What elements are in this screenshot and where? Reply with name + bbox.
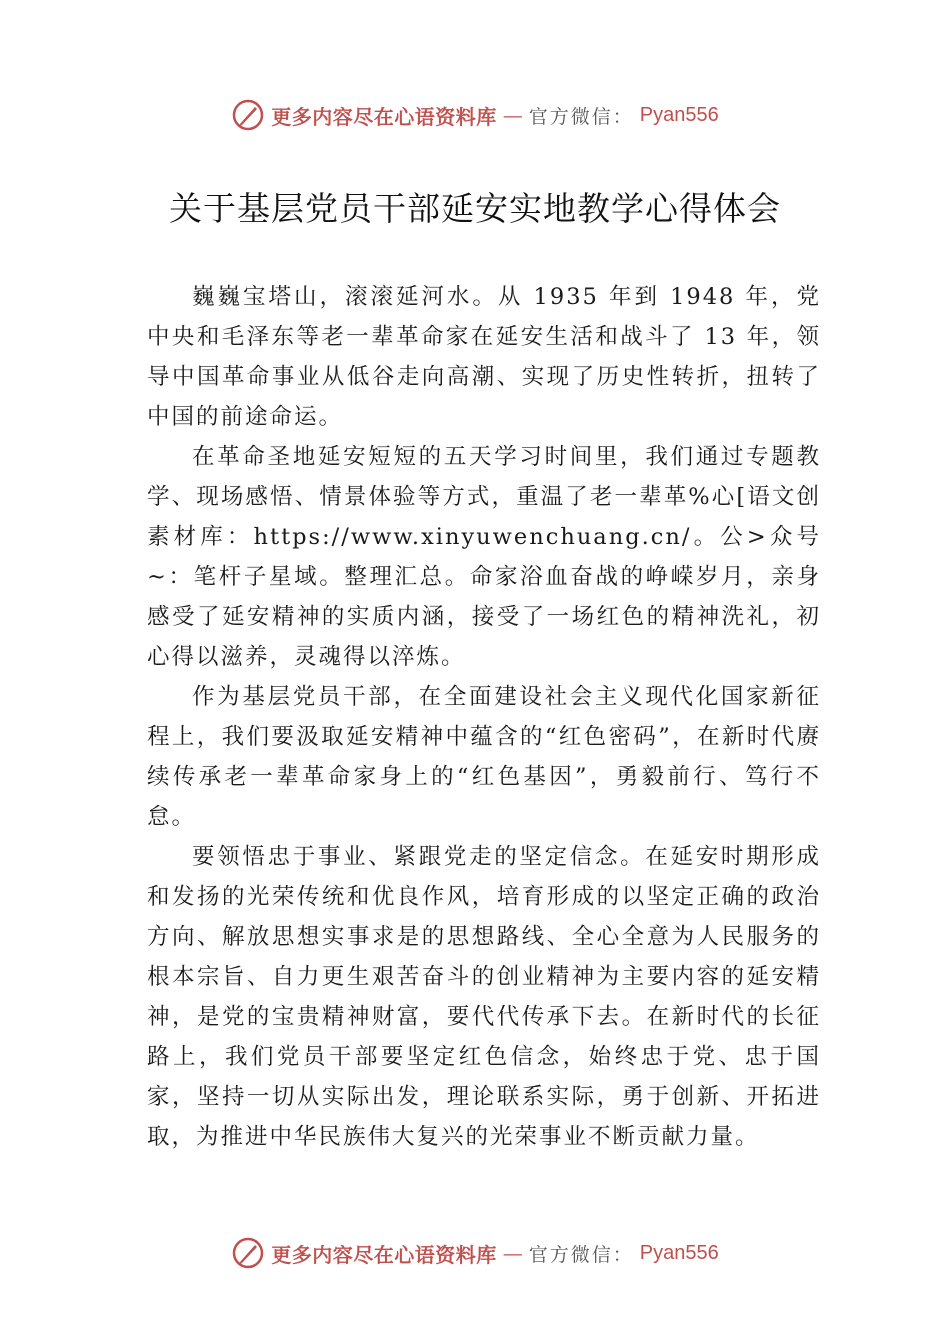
header-banner	[0, 95, 950, 135]
paragraph: 巍巍宝塔山，滚滚延河水。从 1935 年到 1948 年，党中央和毛泽东等老一辈革命家在延安生活和战斗了 13 年，领导中国革命事业从低谷走向高潮、实现了历史性转折，扭转了中国的前途命运。	[147, 284, 821, 430]
banner-dash: —	[502, 103, 523, 127]
banner-wechat-label: 官方微信：	[528, 105, 634, 128]
paragraph: 在革命圣地延安短短的五天学习时间里，我们通过专题教学、现场感悟、情景体验等方式，重温了老一辈革%心[语文创素材库：https://www.xinyuwenchuang.cn/。公>众号~：笔杆子星域。整理汇总。命家浴血奋战的峥嵘岁月，亲身感受了延安精神的实质内涵，接受了一场红色的精神洗礼，初心得以滋养，灵魂得以淬炼。	[147, 444, 821, 670]
feather-pen-logo-icon	[231, 98, 265, 132]
paragraph: 作为基层党员干部，在全面建设社会主义现代化国家新征程上，我们要汲取延安精神中蕴含的“红色密码”，在新时代赓续传承老一辈革命家身上的“红色基因”，勇毅前行、笃行不怠。	[147, 684, 821, 830]
document-title: 关于基层党员干部延安实地教学心得体会	[169, 189, 781, 228]
banner-wechat-label: 官方微信：	[528, 1243, 634, 1266]
document-body	[147, 277, 821, 1157]
banner-wechat-id: Pyan556	[639, 103, 719, 126]
banner-wechat-id: Pyan556	[639, 1241, 719, 1264]
banner-site-name: 更多内容尽在心语资料库	[271, 104, 497, 129]
feather-pen-logo-icon	[231, 1236, 265, 1270]
banner-site-name: 更多内容尽在心语资料库	[271, 1242, 497, 1267]
paragraph: 要领悟忠于事业、紧跟党走的坚定信念。在延安时期形成和发扬的光荣传统和优良作风，培育形成的以坚定正确的政治方向、解放思想实事求是的思想路线、全心全意为人民服务的根本宗旨、自力更生艰苦奋斗的创业精神为主要内容的延安精神，是党的宝贵精神财富，要代代传承下去。在新时代的长征路上，我们党员干部要坚定红色信念，始终忠于党、忠于国家，坚持一切从实际出发，理论联系实际，勇于创新、开拓进取，为推进中华民族伟大复兴的光荣事业不断贡献力量。	[147, 844, 821, 1150]
banner-dash: —	[502, 1241, 523, 1265]
footer-banner	[0, 1233, 950, 1273]
